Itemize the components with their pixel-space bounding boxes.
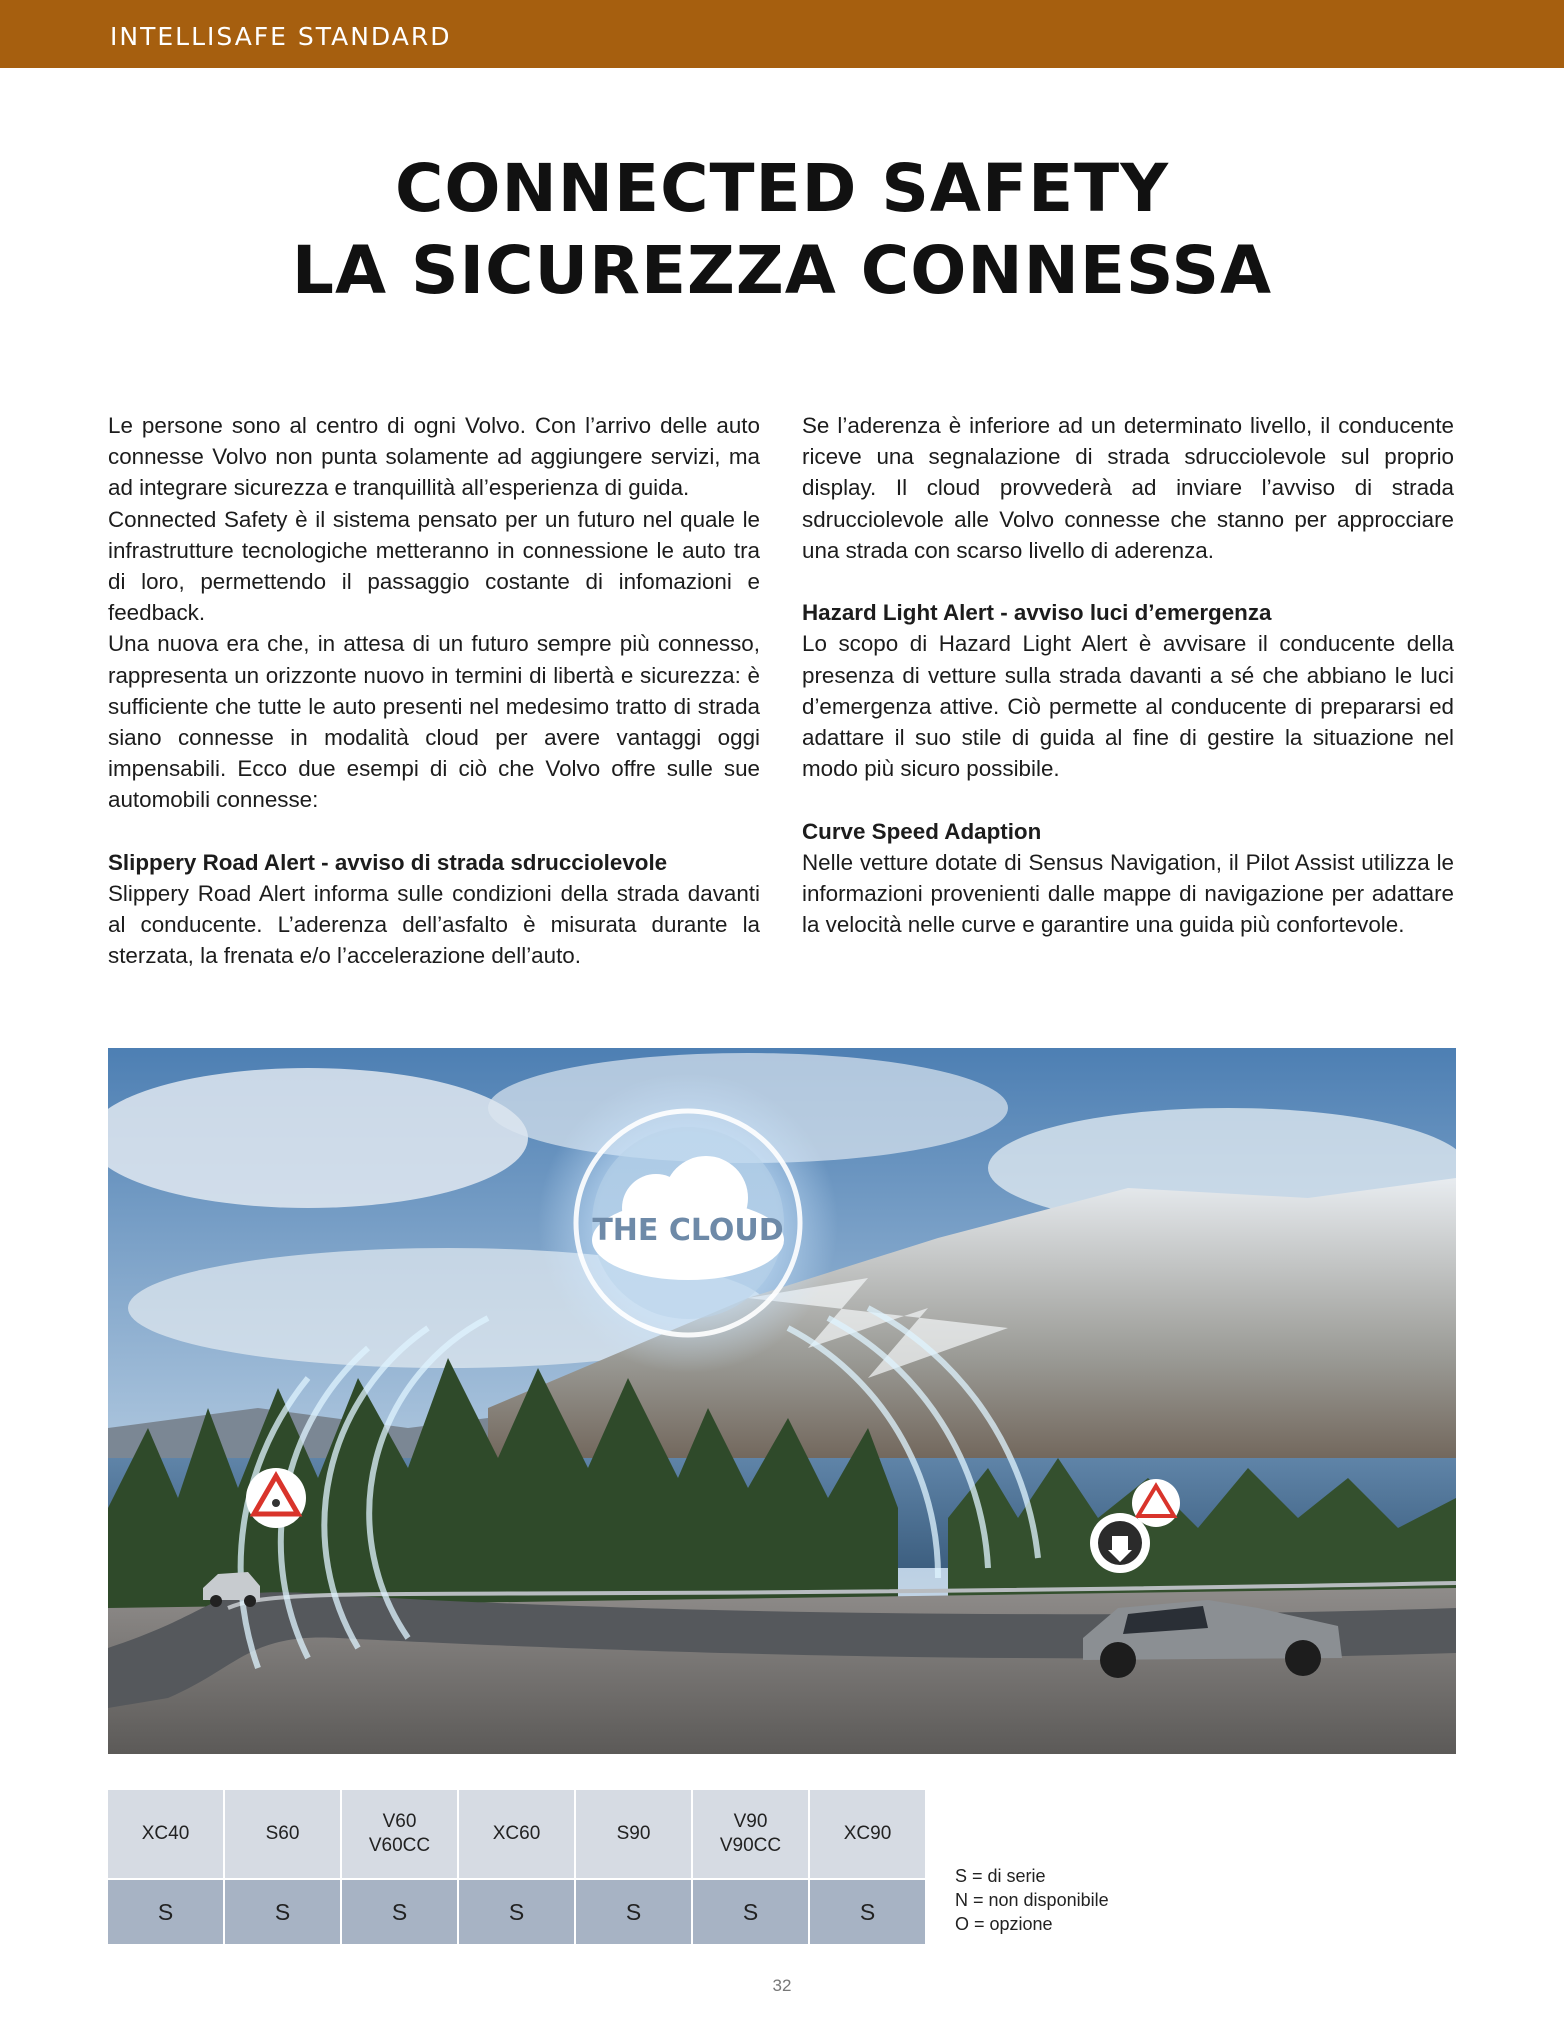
availability-value-cell: S — [809, 1879, 926, 1944]
title-line-1: CONNECTED SAFETY — [394, 150, 1169, 227]
cloud-label: THE CLOUD — [592, 1213, 784, 1248]
page-title — [0, 148, 1564, 312]
model-header-cell: XC90 — [809, 1790, 926, 1879]
slippery-road-warning-icon — [246, 1468, 306, 1528]
intro-paragraph: Le persone sono al centro di ogni Volvo. Con l’arrivo delle auto connesse Volvo non punta solamente ad aggiungere servizi, ma ad integrare sicurezza e tranquillità all’esperienza di guida. — [108, 413, 760, 501]
availability-value-cell: S — [341, 1879, 458, 1944]
hazard-light-text: Lo scopo di Hazard Light Alert è avvisare il conducente della presenza di vetture sulla strada davanti a sé che abbiano le luci d’emergenza attive. Ciò permette al conducente di prepararsi ed adattare il suo stile di guida al fine di gestire la situazione nel modo più sicuro possibile. — [802, 631, 1454, 782]
model-header-row — [108, 1790, 926, 1879]
availability-value-cell: S — [224, 1879, 341, 1944]
model-values-row — [108, 1879, 926, 1944]
slippery-road-text: Slippery Road Alert informa sulle condizioni della strada davanti al conducente. L’aderenza dell’asfalto è misurata durante la sterzata, la frenata e/o l’accelerazione dell’auto. — [108, 881, 760, 969]
legend-optional: O = opzione — [955, 1914, 1053, 1934]
curve-speed-heading: Curve Speed Adaption — [802, 818, 1042, 844]
slippery-road-continued: Se l’aderenza è inferiore ad un determinato livello, il conducente riceve una segnalazione di strada sdrucciolevole sul proprio display. Il cloud provvederà ad inviare l’avviso di strada sdrucciolevole alle Volvo connesse che stanno per approcciare una strada con scarso livello di aderenza. — [802, 413, 1454, 563]
model-header-cell: V90 V90CC — [692, 1790, 809, 1879]
model-header-cell: XC40 — [108, 1790, 224, 1879]
section-header-bar — [0, 0, 1564, 68]
left-text-column — [108, 410, 760, 972]
slippery-road-heading: Slippery Road Alert - avviso di strada sdrucciolevole — [108, 849, 668, 875]
model-availability-table — [108, 1790, 927, 1944]
new-era-paragraph: Una nuova era che, in attesa di un futuro sempre più connesso, rappresenta un orizzonte nuovo in termini di libertà e sicurezza: è sufficiente che tutte le auto presenti nel medesimo tratto di strada siano connesse in modalità cloud per avere vantaggi oggi impensabili. Ecco due esempi di ciò che Volvo offre sulle sue automobili connesse: — [108, 631, 760, 813]
title-line-2: LA SICUREZZA CONNESSA — [291, 232, 1273, 309]
model-header-cell: S90 — [575, 1790, 692, 1879]
connected-safety-paragraph: Connected Safety è il sistema pensato per un futuro nel quale le infrastrutture tecnologiche metteranno in connessione le auto tra di loro, permettendo il passaggio costante di infomazioni e feedback. — [108, 506, 760, 626]
availability-value-cell: S — [108, 1879, 224, 1944]
right-text-column — [802, 410, 1454, 940]
availability-value-cell: S — [692, 1879, 809, 1944]
connected-safety-illustration — [108, 1048, 1456, 1754]
availability-value-cell: S — [575, 1879, 692, 1944]
cloud-download-icon — [1090, 1513, 1150, 1573]
curve-speed-text: Nelle vetture dotate di Sensus Navigation, il Pilot Assist utilizza le informazioni provenienti dalle mappe di navigazione per adattare la velocità nelle curve e garantire una guida più confortevole. — [802, 849, 1454, 938]
model-header-cell: S60 — [224, 1790, 341, 1879]
availability-legend — [955, 1864, 1109, 1936]
legend-standard: S = di serie — [955, 1866, 1046, 1886]
legend-not-available: N = non disponibile — [955, 1890, 1109, 1910]
availability-value-cell: S — [458, 1879, 575, 1944]
model-header-cell: V60 V60CC — [341, 1790, 458, 1879]
model-header-cell: XC60 — [458, 1790, 575, 1879]
page-number: 32 — [772, 1976, 792, 1995]
hazard-light-heading: Hazard Light Alert - avviso luci d’emergenza — [802, 600, 1272, 626]
warning-triangle-icon — [1132, 1479, 1180, 1527]
section-label: INTELLISAFE STANDARD — [110, 22, 452, 51]
